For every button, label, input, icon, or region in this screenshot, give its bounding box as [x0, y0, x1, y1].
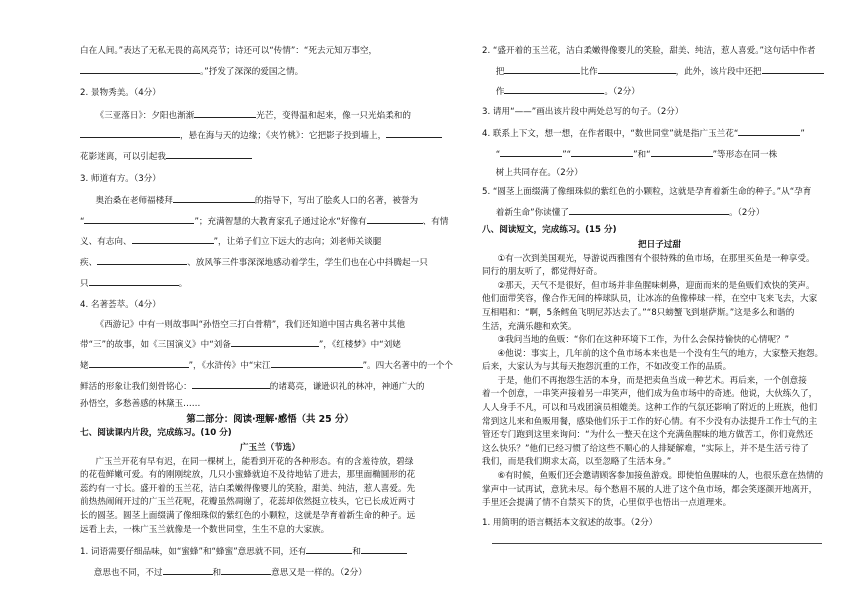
passage-line: 蕊约有一寸长。盛开着的玉兰花，洁白柔嫩得像婴儿的笑脸，甜美、纯洁，惹人喜爱。先 [80, 483, 416, 494]
q4-line1: 《西游记》中有一则故事叫“孙悟空三打白骨精”，我们还知道中国古典名著中其他 [95, 319, 406, 330]
story-line: 于是，他们不再抱怨生活的本身，而是把卖鱼当成一种艺术。再后来，一个创意接 [497, 375, 807, 386]
blank[interactable] [194, 108, 256, 118]
blank[interactable] [571, 147, 633, 157]
blank[interactable] [367, 214, 423, 224]
blank[interactable] [221, 565, 271, 575]
r-q4-line3: 树上共同存在。（2分） [495, 167, 583, 178]
passage-line: 长的圆茎。圆茎上面缀满了像细珠似的紫红色的小颗粒，这就是孕育着新生命的种子。远 [80, 510, 416, 521]
story-line: 我们，而是我们期求太高，以至忽略了生活本身。” [482, 457, 672, 468]
blank[interactable] [192, 379, 270, 389]
story-line: 同行的朋友听了，都觉得好奇。 [482, 267, 603, 278]
section7-title: 七、阅读课内片段，完成练习。(10 分) [80, 428, 232, 439]
q3-line3: 义、有志向、 ”，让弟子们立下远大的志向；刘老师关谈腿 [80, 234, 460, 249]
q2-line2: ，悬在海与天的边缘；《夹竹桃》：它把影子投到墙上， [80, 128, 460, 143]
passage-body [80, 457, 460, 537]
blank[interactable] [84, 214, 194, 224]
q4-title: 4. 名著荟萃。（4分） [80, 300, 161, 311]
q1-line2: 。”抒发了深深的爱国之情。 [80, 64, 460, 79]
q2-line3: 花影迷离，可以引起我 [80, 149, 460, 164]
blank[interactable] [504, 84, 604, 94]
q4-line3: 姥 ”，《水浒传》中“宋江 ”。四大名著中的一个个 [80, 358, 460, 373]
story-body [482, 254, 837, 510]
blank[interactable] [651, 147, 713, 157]
q3-title: 3. 师道有方。（3分） [80, 173, 161, 184]
blank[interactable] [89, 276, 179, 286]
story-line: 着一个创意，一串笑声接着另一串笑声，他们成为鱼市场中的奇迹。他说，大伙练久了， [482, 389, 818, 400]
blank[interactable] [738, 126, 800, 136]
blank[interactable] [231, 337, 319, 347]
blank[interactable] [598, 64, 676, 74]
r-q2-line3: 作 。（2分） [482, 84, 837, 99]
passage-line: 前热热闹闹开过的广玉兰花呢，花瓣虽然凋谢了，花蕊却依然挺立枝头，它已长成近两寸 [80, 497, 416, 508]
r-q8-1: 1. 用简明的语言概括本文叙述的故事。（2分） [482, 517, 658, 528]
story-line: 手里还会提满了情不自禁买下的货，心里似乎也悟出一点道理来。 [482, 498, 732, 509]
story-line: 常到这儿来和鱼贩用餐，感染他们乐于工作的好心情。有不少没有办法提升工作士气的主 [482, 416, 818, 427]
blank[interactable] [163, 565, 213, 575]
left-column [80, 46, 460, 579]
blank[interactable] [306, 544, 352, 554]
passage-title: 广玉兰（节选） [239, 442, 301, 453]
story-line: ③我问当地的鱼贩：“你们在这种环境下工作，为什么会保持愉快的心情呢？” [497, 335, 790, 346]
story-line: 管还专门跑到这里来询问：“为什么一整天在这个充满鱼腥味的地方做苦工，你们竟然还 [482, 430, 814, 441]
passage-line: 广玉兰开花有早有迟，在同一棵树上，能看到开花的各种形态。有的含羞待放，碧绿 [95, 456, 414, 467]
story-line: 这么快乐？”他们已经习惯了给这些不顺心的人排疑解难，“实际上，并不是生活亏待了 [482, 443, 809, 454]
story-line: ②那天，天气不是很好，但市场并非鱼腥味刺鼻，迎面而来的是鱼贩们欢快的笑声。 [497, 280, 815, 291]
story-line: 后来，大家认为与其每天抱怨沉重的工作，不如改变工作的品质。 [482, 362, 732, 373]
blank[interactable] [97, 255, 187, 265]
blank[interactable] [569, 205, 729, 215]
r-q2-line1: 2. “盛开着的玉兰花，洁白柔嫩得像婴儿的笑脸，甜美、纯洁，惹人喜爱。”这句话中作者 [482, 46, 816, 56]
blank[interactable] [361, 544, 407, 554]
q1-line1: 白在人间。”表达了无私无畏的高风亮节；诗还可以“传情”：“死去元知万事空， [80, 46, 378, 56]
r-q3: 3. 请用“——”画出该片段中两处总写的句子。（2分） [482, 106, 684, 117]
blank[interactable] [132, 234, 214, 244]
passage-line: 的花苞鲜嫩可爱。有的刚刚绽放，几只小蜜蜂就迫不及待地钻了进去，那里面椭圆形的花 [80, 470, 416, 481]
blank[interactable] [762, 64, 824, 74]
q7-1-line1: 1. 词语需要仔细品味，如“蜜蜂”和“蜂蜜”意思就不同，还有 和 [80, 544, 460, 559]
q4-line5: 孙悟空，多愁善感的林黛玉…… [80, 399, 201, 410]
q3-line2: “ ”；充满智慧的大教育家孔子通过论水“好像有 、有情 [80, 214, 460, 229]
answer-line[interactable] [492, 543, 822, 544]
story-line: 生活，充满乐趣和欢笑。 [482, 321, 577, 332]
r-q5-line1: 5. “圆茎上面缀满了像细珠似的紫红色的小颗粒，这就是孕育着新生命的种子。”从“孕育 [482, 187, 812, 198]
q3-line1: 奥治桑在老师福楼拜 的指导下，写出了脍炙人口的名著，被誉为 [80, 193, 460, 208]
blank[interactable] [500, 147, 562, 157]
blank[interactable] [80, 128, 180, 138]
q3-line5: 只 。 [80, 276, 460, 291]
section8-title: 八、阅读短文，完成练习。(15 分) [482, 225, 617, 236]
q2-title: 2. 景物秀美。（4分） [80, 88, 161, 99]
right-column [482, 46, 837, 544]
q3-line4: 疾、 、放风筝三件事深深地感动着学生，学生们也在心中抖腾起一只 [80, 255, 460, 270]
part2-heading: 第二部分：阅读·理解·感悟（共 25 分） [186, 413, 354, 425]
blank[interactable] [166, 149, 252, 159]
blank[interactable] [173, 193, 255, 203]
q7-1-line2: 意思也不同，不过 和 意思又是一样的。（2分） [80, 565, 460, 580]
q4-line2: 带“三”的故事，如《三国演义》中“刘备 ”，《红楼梦》中“刘姥 [80, 337, 460, 352]
blank[interactable] [504, 64, 580, 74]
passage-line: 远看上去，一株广玉兰就像是一个数世同堂，生生不息的大家族。 [80, 524, 330, 535]
story-line: 掌声中一试再试，意犹未尽。每个愁眉不展的人进了这个鱼市场，都会笑逐颜开地离开， [482, 484, 818, 495]
story-title: 把日子过甜 [638, 239, 681, 250]
r-q2-line2: 把 比作 ，此外，该片段中还把 [482, 64, 837, 79]
story-line: ④他说：事实上，几年前的这个鱼市场本来也是一个没有生气的地方，大家整天抱怨。 [497, 348, 824, 359]
story-line: 人人身手不凡，可以和马戏团演员相媲美。这种工作的气氛还影响了附近的上班族，他们 [482, 403, 818, 414]
blank[interactable] [386, 128, 442, 138]
story-line: ⑥有时候，鱼贩们还会邀请顾客参加接鱼游戏。即使怕鱼腥味的人，也很乐意在热情的 [497, 471, 824, 482]
r-q4-line2: “ ”“ ”和“ ”等形态在同一株 [482, 147, 837, 162]
r-q5-line2: 着新生命”你读懂了 。（2分） [482, 205, 837, 220]
story-line: ①有一次到美国观光，导游说西雅图有个很特殊的鱼市场，在那里买鱼是一种享受。 [497, 253, 815, 264]
blank[interactable] [271, 358, 363, 368]
blank[interactable] [80, 64, 200, 74]
r-q4-line1: 4. 联系上下文，想一想，在作者眼中，“数世同堂”就是指广玉兰花“ ” [482, 126, 837, 141]
q4-line4: 鲜活的形象让我们刻骨铭心： 的诸葛亮，谦逊识礼的林冲，神通广大的 [80, 379, 460, 394]
q2-line1: 《三亚落日》：夕阳也渐渐 光芒，变得温和起来，像一只光焰柔和的 [80, 108, 460, 123]
story-line: 他们面带笑容，像合作无间的棒球队员，让冰冻的鱼像棒球一样，在空中飞来飞去，大家 [482, 294, 818, 305]
story-line: 互相唱和：“啊，5条鳕鱼飞明尼苏达去了。”“8只螃蟹飞到堪萨斯。”这是多么和谐的 [482, 307, 795, 318]
blank[interactable] [89, 358, 189, 368]
